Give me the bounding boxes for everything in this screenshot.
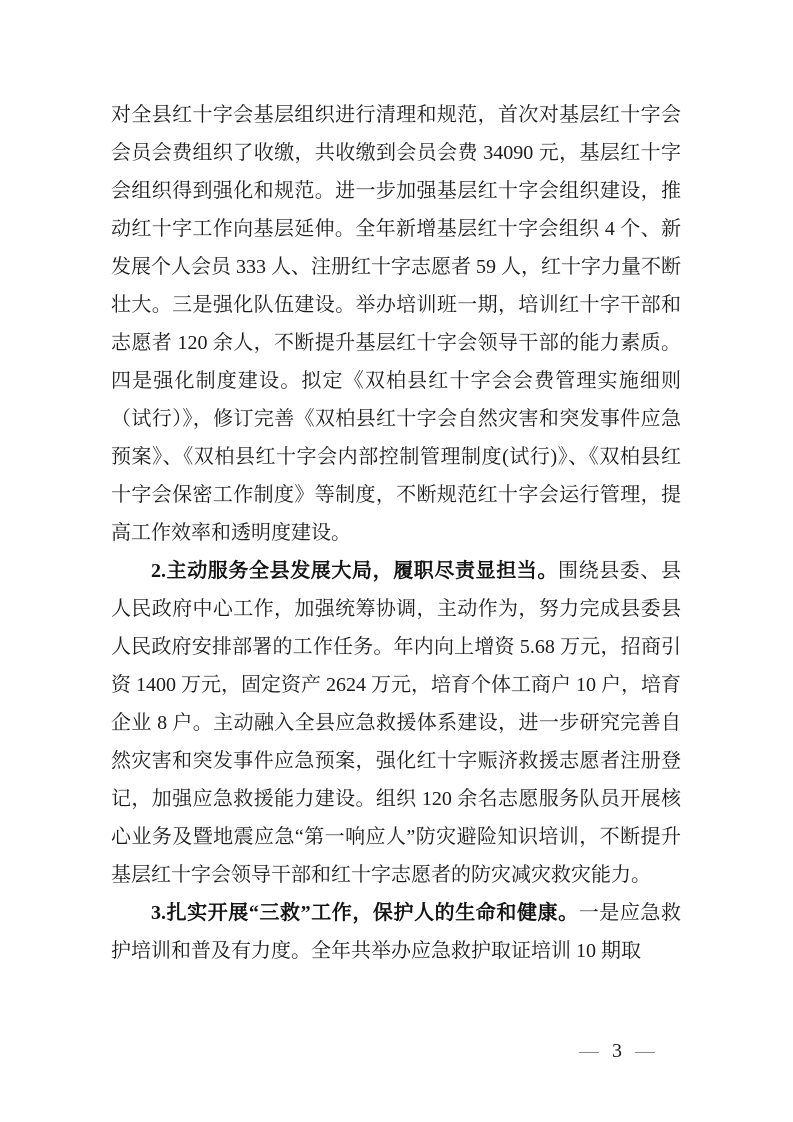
footer-dash-left: — [579, 1040, 599, 1062]
paragraph-3 [111, 894, 681, 970]
page-footer [579, 1040, 655, 1062]
page-number: 3 [612, 1040, 622, 1062]
paragraph-2 [111, 552, 681, 894]
paragraph-3-text: 一是应急救护培训和普及有力度。全年共举办应急救护取证培训 10 期取 [111, 902, 682, 962]
paragraph-2-text: 围绕县委、县人民政府中心工作，加强统筹协调，主动作为，努力完成县委县人民政府安排部署的工作任务。年内向上增资 5.68 万元，招商引资 1400 万元，固定资产 2624 万元，培育个体工商户 10 户，培育企业 8 户。主动融入全县应急救援体系建设，进一步研究完善自然灾害和突发事件应急预案，强化红十字赈济救援志愿者注册登记，加强应急救援能力建设。组织 120 余名志愿服务队员开展核心业务及暨地震应急“第一响应人”防灾避险知识培训，不断提升基层红十字会领导干部和红十字志愿者的防灾减灾救灾能力。 [111, 560, 682, 886]
paragraph-continuation [111, 96, 681, 552]
paragraph-2-heading: 2.主动服务全县发展大局，履职尽责显担当。 [151, 560, 558, 582]
paragraph-continuation-text: 对全县红十字会基层组织进行清理和规范，首次对基层红十字会会员会费组织了收缴，共收缴到会员会费 34090 元，基层红十字会组织得到强化和规范。进一步加强基层红十字会组织建设，推动红十字工作向基层延伸。全年新增基层红十字会组织 4 个、新发展个人会员 333 人、注册红十字志愿者 59 人，红十字力量不断壮大。三是强化队伍建设。举办培训班一期，培训红十字干部和志愿者 120 余人，不断提升基层红十字会领导干部的能力素质。四是强化制度建设。拟定《双柏县红十字会会费管理实施细则（试行）》，修订完善《双柏县红十字会自然灾害和突发事件应急预案》、《双柏县红十字会内部控制管理制度(试行)》、《双柏县红十字会保密工作制度》等制度，不断规范红十字会运行管理，提高工作效率和透明度建设。 [111, 104, 681, 544]
document-body [111, 96, 681, 970]
paragraph-3-heading: 3.扎实开展“三救”工作，保护人的生命和健康。 [151, 902, 579, 924]
footer-dash-right: — [635, 1040, 655, 1062]
